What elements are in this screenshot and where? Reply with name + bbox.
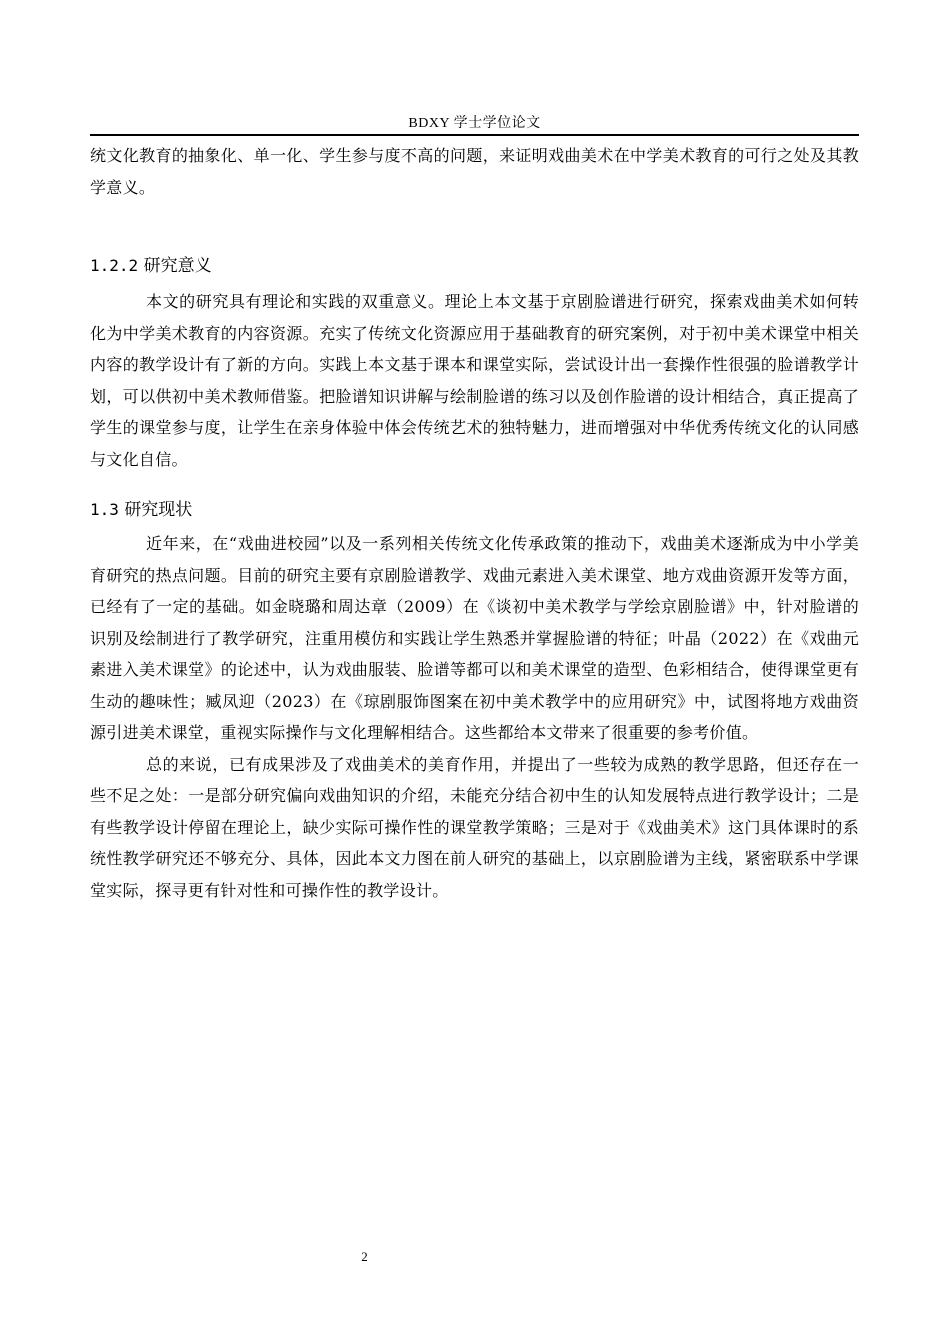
section-number: 1.2.2 <box>90 256 139 275</box>
body-paragraph: 总的来说，已有成果涉及了戏曲美术的美育作用，并提出了一些较为成熟的教学思路，但还存在一些不足之处：一是部分研究偏向戏曲知识的介绍，未能充分结合初中生的认知发展特点进行教学设计；二是有些教学设计停留在理论上，缺少实际可操作性的课堂教学策略；三是对于《戏曲美术》这门具体课时的系统性教学研究还不够充分、具体，因此本文力图在前人研究的基础上，以京剧脸谱为主线，紧密联系中学课堂实际，探寻更有针对性和可操作性的教学设计。 <box>90 754 859 900</box>
section-heading-1-2-2 <box>90 254 859 278</box>
running-header: BDXY 学士学位论文 <box>408 116 541 131</box>
page-content <box>90 140 859 906</box>
page-number: 2 <box>361 1249 368 1264</box>
continued-paragraph: 统文化教育的抽象化、单一化、学生参与度不高的问题，来证明戏曲美术在中学美术教育的可行之处及其教学意义。 <box>90 146 859 197</box>
header-rule <box>90 134 859 136</box>
body-paragraph: 本文的研究具有理论和实践的双重意义。理论上本文基于京剧脸谱进行研究，探索戏曲美术如何转化为中学美术教育的内容资源。充实了传统文化资源应用于基础教育的研究案例，对于初中美术课堂中相关内容的教学设计有了新的方向。实践上本文基于课本和课堂实际，尝试设计出一套操作性很强的脸谱教学计划，可以供初中美术教师借鉴。把脸谱知识讲解与绘制脸谱的练习以及创作脸谱的设计相结合，真正提高了学生的课堂参与度，让学生在亲身体验中体会传统艺术的独特魅力，进而增强对中华优秀传统文化的认同感与文化自信。 <box>90 292 859 469</box>
section-number: 1.3 <box>90 500 119 519</box>
section-title: 研究意义 <box>143 256 212 276</box>
section-heading-1-3 <box>90 498 859 522</box>
section-title: 研究现状 <box>124 500 193 520</box>
body-paragraph: 近年来，在“戏曲进校园”以及一系列相关传统文化传承政策的推动下，戏曲美术逐渐成为中小学美育研究的热点问题。目前的研究主要有京剧脸谱教学、戏曲元素进入美术课堂、地方戏曲资源开发等方面，已经有了一定的基础。如金晓璐和周达章（2009）在《谈初中美术教学与学绘京剧脸谱》中，针对脸谱的识别及绘制进行了教学研究，注重用模仿和实践让学生熟悉并掌握脸谱的特征；叶晶（2022）在《戏曲元素进入美术课堂》的论述中，认为戏曲服装、脸谱等都可以和美术课堂的造型、色彩相结合，使得课堂更有生动的趣味性；臧凤迎（2023）在《琼剧服饰图案在初中美术教学中的应用研究》中，试图将地方戏曲资源引进美术课堂，重视实际操作与文化理解相结合。这些都给本文带来了很重要的参考价值。 <box>90 534 859 742</box>
